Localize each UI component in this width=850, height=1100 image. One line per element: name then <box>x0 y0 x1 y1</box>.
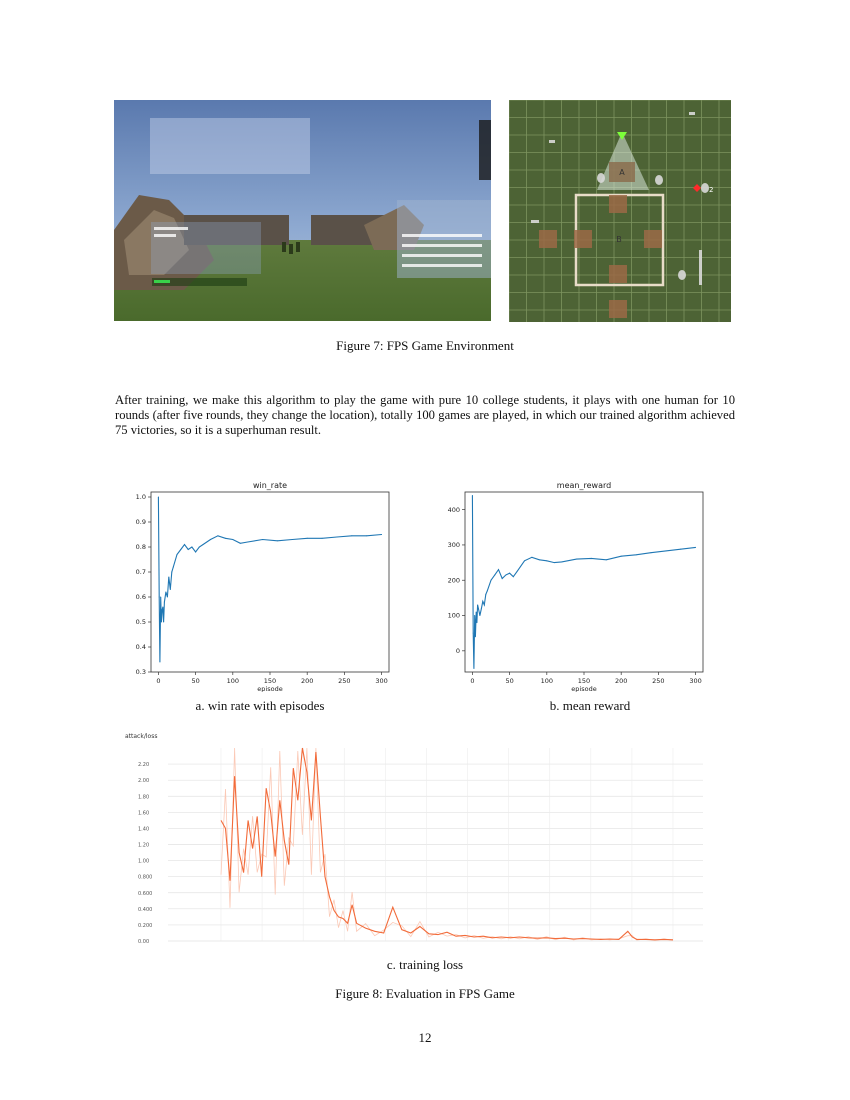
data-point <box>232 539 233 540</box>
loss-chart-title: attack/loss <box>125 733 158 740</box>
data-point <box>160 597 161 598</box>
page-number: 12 <box>418 1030 432 1045</box>
data-point <box>177 554 178 555</box>
chart-title: win_rate <box>252 481 288 490</box>
y-tick-label: 0.00 <box>138 939 150 945</box>
map-marker-number: 2 <box>709 186 714 194</box>
data-point <box>513 576 514 577</box>
data-point <box>621 556 622 557</box>
data-point <box>665 550 666 551</box>
data-point <box>472 495 473 496</box>
data-point <box>476 622 477 623</box>
x-tick-label: 0 <box>156 677 161 685</box>
data-point <box>531 557 532 558</box>
data-point <box>171 572 172 573</box>
chart-title: mean_reward <box>556 481 612 490</box>
smoothed-loss-line <box>221 748 673 940</box>
fps-map-topdown <box>509 100 731 322</box>
y-tick-label: 0.9 <box>135 518 146 527</box>
data-point <box>636 554 637 555</box>
map-label-b: B <box>616 235 622 244</box>
x-tick-label: 250 <box>338 677 351 685</box>
data-point <box>591 558 592 559</box>
data-point <box>695 547 696 548</box>
data-point <box>487 590 488 591</box>
mean-reward-chart <box>437 476 717 692</box>
y-tick-label: 1.0 <box>135 493 146 502</box>
y-tick-label: 1.80 <box>138 794 150 801</box>
sub-caption-a: a. win rate with episodes <box>195 698 325 713</box>
data-point <box>478 608 479 609</box>
data-point <box>292 539 293 540</box>
data-point <box>262 539 263 540</box>
y-tick-label: 0.6 <box>135 593 146 602</box>
x-tick-label: 100 <box>540 677 554 685</box>
x-axis-label: episode <box>571 685 597 692</box>
y-tick-label: 0.400 <box>138 906 153 913</box>
x-tick-label: 300 <box>375 677 388 685</box>
data-point <box>473 668 474 669</box>
data-point <box>482 601 483 602</box>
data-point <box>210 539 211 540</box>
data-point <box>485 594 486 595</box>
y-tick-label: 0.800 <box>138 874 153 881</box>
data-point <box>477 604 478 605</box>
data-point <box>247 542 248 543</box>
data-point <box>240 543 241 544</box>
data-point <box>163 622 164 623</box>
y-tick-label: 400 <box>447 505 460 514</box>
data-point <box>188 549 189 550</box>
y-tick-label: 1.00 <box>138 858 150 865</box>
y-tick-label: 0.4 <box>135 643 146 652</box>
y-tick-label: 0.200 <box>138 922 153 929</box>
data-point <box>158 497 159 498</box>
data-point <box>606 559 607 560</box>
body-paragraph: After training, we make this algorithm to play the game with pure 10 college students, it plays with one human for 10 rounds (after five rounds, they change the location), totally 100 games are played, in which our trained algorithm achieved 75 victories, so it is a superhuman result. <box>115 393 735 437</box>
map-label-a: A <box>619 168 625 177</box>
data-point <box>509 573 510 574</box>
y-tick-label: 2.00 <box>138 778 150 785</box>
y-tick-label: 0.8 <box>135 543 146 552</box>
data-point <box>517 571 518 572</box>
y-tick-label: 1.20 <box>138 842 150 849</box>
data-point <box>561 561 562 562</box>
data-point <box>554 562 555 563</box>
x-tick-label: 200 <box>300 677 314 685</box>
data-point <box>494 574 495 575</box>
x-tick-label: 150 <box>263 677 277 685</box>
sub-caption-c: c. training loss <box>386 957 464 972</box>
fps-game-screenshot <box>114 100 491 321</box>
figure-8-caption: Figure 8: Evaluation in FPS Game <box>335 986 515 1001</box>
data-point <box>173 567 174 568</box>
data-point <box>164 602 165 603</box>
y-tick-label: 2.20 <box>138 762 150 769</box>
x-tick-label: 150 <box>577 677 591 685</box>
data-point <box>650 552 651 553</box>
data-point <box>479 615 480 616</box>
x-tick-label: 250 <box>652 677 665 685</box>
data-point <box>475 636 476 637</box>
data-point <box>184 544 185 545</box>
data-point <box>277 540 278 541</box>
y-tick-label: 300 <box>447 541 460 550</box>
data-point <box>474 615 475 616</box>
data-point <box>159 597 160 598</box>
data-point <box>307 538 308 539</box>
training-loss-chart <box>125 728 715 953</box>
figure-7-caption: Figure 7: FPS Game Environment <box>336 338 514 353</box>
data-point <box>180 549 181 550</box>
data-point <box>491 580 492 581</box>
data-point <box>505 574 506 575</box>
data-point <box>680 549 681 550</box>
y-tick-label: 0.3 <box>135 668 146 677</box>
data-point <box>322 538 323 539</box>
data-point <box>159 662 160 663</box>
y-tick-label: 0.600 <box>138 890 153 897</box>
sub-caption-b: b. mean reward <box>549 698 631 713</box>
x-tick-label: 300 <box>689 677 702 685</box>
data-point <box>167 597 168 598</box>
x-tick-label: 50 <box>505 677 514 685</box>
data-point <box>546 560 547 561</box>
y-tick-label: 0.7 <box>135 568 146 577</box>
data-point <box>481 608 482 609</box>
data-point <box>191 547 192 548</box>
data-point <box>351 535 352 536</box>
data-point <box>524 560 525 561</box>
x-tick-label: 50 <box>191 677 200 685</box>
data-point <box>336 537 337 538</box>
plot-frame <box>465 492 703 672</box>
data-point <box>170 589 171 590</box>
data-point <box>168 577 169 578</box>
data-point <box>195 552 196 553</box>
data-point <box>473 633 474 634</box>
win-rate-chart <box>113 476 403 692</box>
plot-frame <box>151 492 389 672</box>
data-point <box>225 538 226 539</box>
data-point <box>476 612 477 613</box>
data-point <box>162 607 163 608</box>
data-point <box>161 622 162 623</box>
y-tick-label: 1.40 <box>138 826 150 833</box>
y-tick-label: 0.5 <box>135 618 146 627</box>
data-point <box>165 592 166 593</box>
x-axis-label: episode <box>257 685 283 692</box>
data-point <box>484 604 485 605</box>
data-point <box>381 534 382 535</box>
data-point <box>576 559 577 560</box>
x-tick-label: 0 <box>470 677 475 685</box>
data-point <box>539 559 540 560</box>
y-tick-label: 0 <box>455 647 460 656</box>
data-point <box>162 609 163 610</box>
y-tick-label: 100 <box>447 611 460 620</box>
y-tick-label: 1.60 <box>138 810 150 817</box>
x-tick-label: 100 <box>226 677 240 685</box>
data-point <box>203 544 204 545</box>
data-point <box>199 547 200 548</box>
x-tick-label: 200 <box>614 677 628 685</box>
data-point <box>366 535 367 536</box>
data-point <box>217 535 218 536</box>
y-tick-label: 200 <box>447 576 460 585</box>
data-point <box>502 578 503 579</box>
data-point <box>498 569 499 570</box>
